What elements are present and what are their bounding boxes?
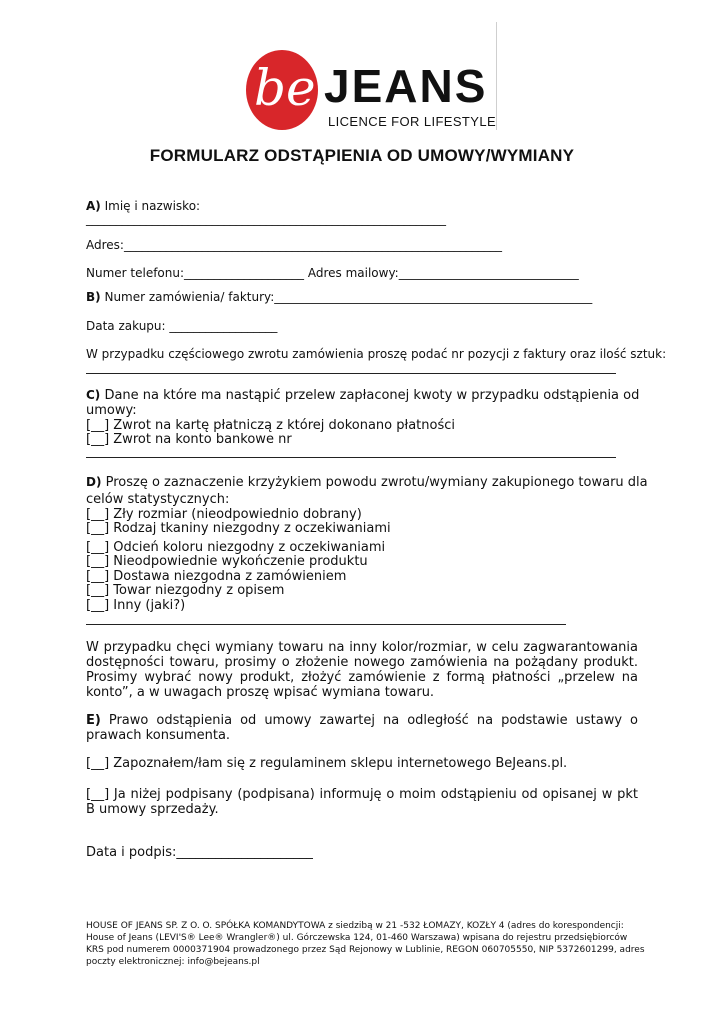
brand-logo-mark: be	[254, 59, 316, 117]
section-e-text: Prawo odstąpienia od umowy zawartej na odległość na podstawie ustawy o prawach konsumenta.	[86, 713, 638, 743]
refund-bank-option[interactable]: [__] Zwrot na konto bankowe nr	[86, 432, 292, 447]
brand-logo-wordmark: JEANS	[324, 60, 488, 112]
order-number-row	[86, 290, 592, 305]
phone-email-fields[interactable]: Numer telefonu:____________________ Adres mailowy:______________________________	[86, 266, 579, 280]
bank-account-line[interactable]	[86, 457, 616, 458]
section-a-letter: A)	[86, 199, 101, 213]
exchange-note: W przypadku chęci wymiany towaru na inny kolor/rozmiar, w celu zagwarantowania dostępności towaru, prosimy o złożenie nowego zamówienia na pożądany produkt. Prosimy wybrać nowy produkt, złożyć zamówienie z formą płatności „przelew na konto”, a w uwagach proszę wpisać wymiana towaru.	[86, 640, 638, 700]
section-d-text-line1	[86, 475, 648, 490]
other-reason-line[interactable]	[86, 624, 566, 625]
section-d-text-line2: celów statystycznych:	[86, 492, 230, 507]
section-c-letter: C)	[86, 388, 101, 402]
section-c-text-line1	[86, 388, 639, 403]
reason-finish[interactable]: [__] Nieodpowiednie wykończenie produktu	[86, 554, 368, 569]
header-divider	[496, 22, 497, 130]
name-label: Imię i nazwisko:	[104, 199, 201, 213]
regulations-checkbox[interactable]: [__] Zapoznałem/łam się z regulaminem sklepu internetowego BeJeans.pl.	[86, 756, 568, 771]
reason-wrong-size[interactable]: [__] Zły rozmiar (nieodpowiednio dobrany)	[86, 507, 362, 522]
withdrawal-statement-checkbox[interactable]: [__] Ja niżej podpisany (podpisana) informuję o moim odstąpieniu od opisanej w pkt B umowy sprzedaży.	[86, 787, 638, 817]
partial-return-answer-line[interactable]	[86, 373, 616, 374]
section-d-text: Proszę o zaznaczenie krzyżykiem powodu zwrotu/wymiany zakupionego towaru dla	[105, 475, 648, 490]
order-number-field[interactable]: Numer zamówienia/ faktury:_____________________________________________________	[104, 290, 593, 304]
name-field-line[interactable]: ____________________________________________________________	[86, 212, 446, 226]
partial-return-note: W przypadku częściowego zwrotu zamówienia proszę podać nr pozycji z faktury oraz ilość sztuk:	[86, 347, 667, 361]
page-title: FORMULARZ ODSTĄPIENIA OD UMOWY/WYMIANY	[149, 146, 575, 165]
section-e-letter: E)	[86, 713, 101, 728]
section-c-text: Dane na które ma nastąpić przelew zapłaconej kwoty w przypadku odstąpienia od	[104, 388, 640, 403]
date-signature-field[interactable]: Data i podpis:_____________________	[86, 845, 313, 860]
brand-tagline: LICENCE FOR LIFESTYLE	[328, 114, 497, 129]
company-footer: HOUSE OF JEANS SP. Z O. O. SPÓŁKA KOMANDYTOWA z siedzibą w 21 -532 ŁOMAZY, KOZŁY 4 (adres do korespondencji: House of Jeans (LEVI'S® Lee® Wrangler®) ul. Górczewska 124, 01-460 Warszawa) wpisana do rejestru przedsiębiorców KRS pod numerem 0000371904 prowadzonego przez Sąd Rejonowy w Lublinie, REGON 060705550, NIP 5372601299, adres poczty elektronicznej: info@bejeans.pl	[86, 921, 645, 967]
section-d-letter: D)	[86, 475, 102, 489]
address-field[interactable]: Adres:_______________________________________________________________	[86, 238, 502, 252]
section-e-paragraph	[86, 713, 638, 743]
reason-color[interactable]: [__] Odcień koloru niezgodny z oczekiwaniami	[86, 540, 386, 555]
section-c-text-line2: umowy:	[86, 403, 137, 418]
reason-fabric[interactable]: [__] Rodzaj tkaniny niezgodny z oczekiwaniami	[86, 521, 391, 536]
section-b-letter: B)	[86, 290, 101, 304]
reason-description[interactable]: [__] Towar niezgodny z opisem	[86, 583, 285, 598]
purchase-date-field[interactable]: Data zakupu: __________________	[86, 319, 278, 333]
reason-delivery[interactable]: [__] Dostawa niezgodna z zamówieniem	[86, 569, 347, 584]
reason-other[interactable]: [__] Inny (jaki?)	[86, 598, 186, 613]
refund-card-option[interactable]: [__] Zwrot na kartę płatniczą z której dokonano płatności	[86, 418, 455, 433]
